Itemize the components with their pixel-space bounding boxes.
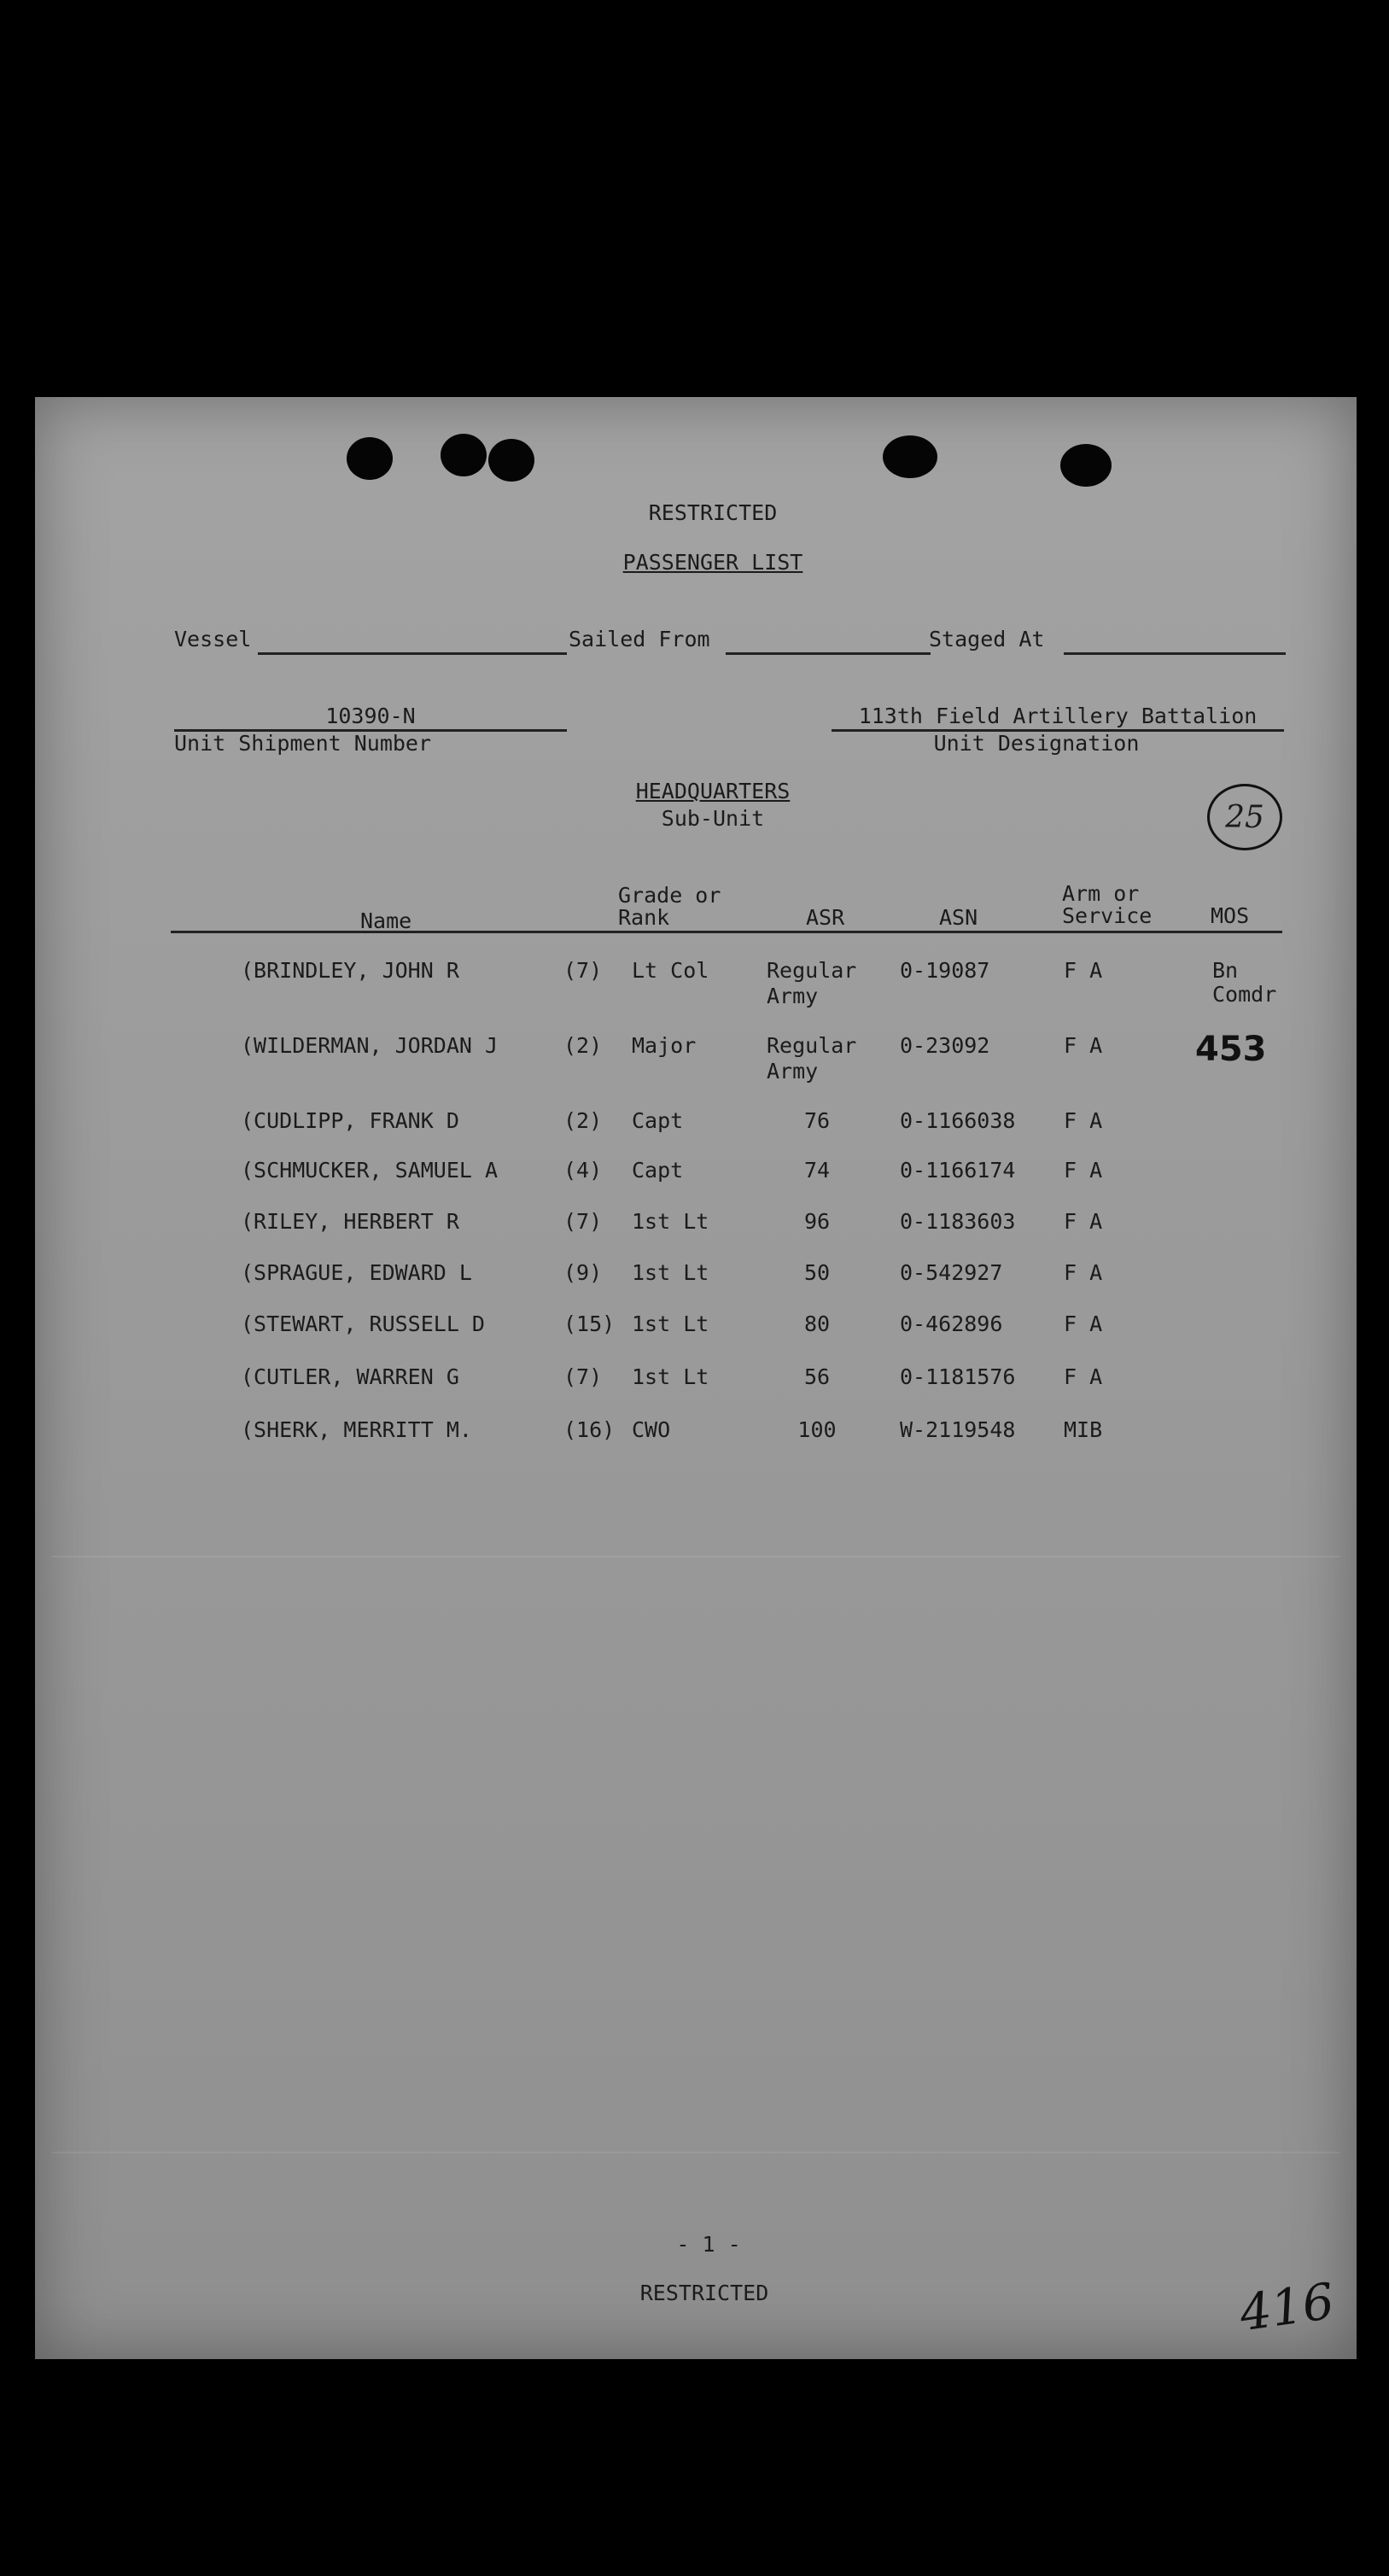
staged-at-label: Staged At [929,627,1045,651]
punch-hole [441,434,487,476]
paper-crease [51,1556,1340,1557]
row-number: (2) [563,1033,603,1058]
col-asn: ASN [939,905,978,930]
row-rank: 1st Lt [632,1364,709,1389]
row-name: (WILDERMAN, JORDAN J [241,1033,499,1058]
row-asr: 74 [803,1158,831,1183]
row-number: (7) [563,1209,603,1234]
row-asr: 76 [803,1108,831,1133]
row-rank: Lt Col [632,958,709,983]
circled-number-text: 25 [1225,799,1264,835]
row-arm: MIB [1064,1417,1103,1442]
row-asr-line2: Army [767,984,819,1008]
row-name: (BRINDLEY, JOHN R [241,958,459,983]
col-arm-line1: Arm or [1062,881,1140,906]
col-name: Name [360,908,412,933]
document-title: PASSENGER LIST [622,550,803,575]
row-mos-line2: Comdr [1212,982,1277,1007]
punch-hole [883,435,937,478]
row-name: (SPRAGUE, EDWARD L [241,1260,472,1285]
row-rank: Major [632,1033,697,1058]
row-asr: Regular [767,1033,857,1058]
row-rank: 1st Lt [632,1311,709,1336]
row-arm: F A [1064,1311,1103,1336]
row-asn: 0-462896 [900,1311,1003,1336]
paper-crease [51,2152,1340,2153]
unit-designation-label: Unit Designation [933,731,1140,756]
row-rank: CWO [632,1417,671,1442]
col-asr: ASR [806,905,845,930]
row-number: (16) [563,1417,616,1442]
row-arm: F A [1064,1209,1103,1234]
row-number: (2) [563,1108,603,1133]
row-asr: 96 [803,1209,831,1234]
circled-page-number [1207,784,1282,850]
page-number: - 1 - [676,2232,741,2257]
row-rank: 1st Lt [632,1260,709,1285]
col-arm-line2: Service [1062,903,1153,928]
row-asn: 0-1181576 [900,1364,1016,1389]
row-asr: Regular [767,958,857,983]
row-name: (STEWART, RUSSELL D [241,1311,485,1336]
sailed-from-line [726,652,931,655]
col-grade-line1: Grade or [618,883,721,908]
row-name: (SCHMUCKER, SAMUEL A [241,1158,499,1183]
subunit-label: Sub-Unit [661,806,765,831]
row-arm: F A [1064,958,1103,983]
row-arm: F A [1064,1364,1103,1389]
row-rank: Capt [632,1158,684,1183]
row-asr: 100 [797,1417,837,1442]
row-asr-line2: Army [767,1059,819,1084]
row-name: (CUTLER, WARREN G [241,1364,459,1389]
row-asn: 0-542927 [900,1260,1003,1285]
col-mos: MOS [1211,903,1250,928]
punch-hole [488,439,534,482]
row-number: (15) [563,1311,616,1336]
row-arm: F A [1064,1108,1103,1133]
row-asn: 0-23092 [900,1033,990,1058]
row-number: (4) [563,1158,603,1183]
row-asr: 50 [803,1260,831,1285]
handwritten-folio: 416 [1235,2271,1338,2343]
row-number: (7) [563,958,603,983]
vessel-line [258,652,567,655]
row-rank: 1st Lt [632,1209,709,1234]
subunit-name: HEADQUARTERS [635,779,791,803]
punch-hole [347,437,393,480]
sailed-from-label: Sailed From [569,627,710,651]
classification-top: RESTRICTED [648,500,778,525]
col-grade-line2: Rank [618,905,670,930]
row-asr: 80 [803,1311,831,1336]
row-arm: F A [1064,1260,1103,1285]
classification-bottom: RESTRICTED [639,2281,769,2305]
row-mos-stamp: 453 [1195,1030,1267,1069]
row-name: (SHERK, MERRITT M. [241,1417,472,1442]
row-asr: 56 [803,1364,831,1389]
row-name: (RILEY, HERBERT R [241,1209,459,1234]
row-arm: F A [1064,1158,1103,1183]
row-mos: Bn [1212,958,1239,983]
row-asn: 0-19087 [900,958,990,983]
row-asn: 0-1166038 [900,1108,1016,1133]
row-number: (9) [563,1260,603,1285]
header-rule [171,931,1282,933]
row-rank: Capt [632,1108,684,1133]
row-name: (CUDLIPP, FRANK D [241,1108,459,1133]
row-asn: W-2119548 [900,1417,1016,1442]
unit-shipment-label: Unit Shipment Number [174,731,432,756]
row-asn: 0-1183603 [900,1209,1016,1234]
punch-hole [1060,444,1112,487]
row-asn: 0-1166174 [900,1158,1016,1183]
unit-shipment-number: 10390-N [325,704,416,728]
staged-at-line [1064,652,1286,655]
vessel-label: Vessel [174,627,252,651]
row-number: (7) [563,1364,603,1389]
unit-designation: 113th Field Artillery Battalion [858,704,1258,728]
row-arm: F A [1064,1033,1103,1058]
